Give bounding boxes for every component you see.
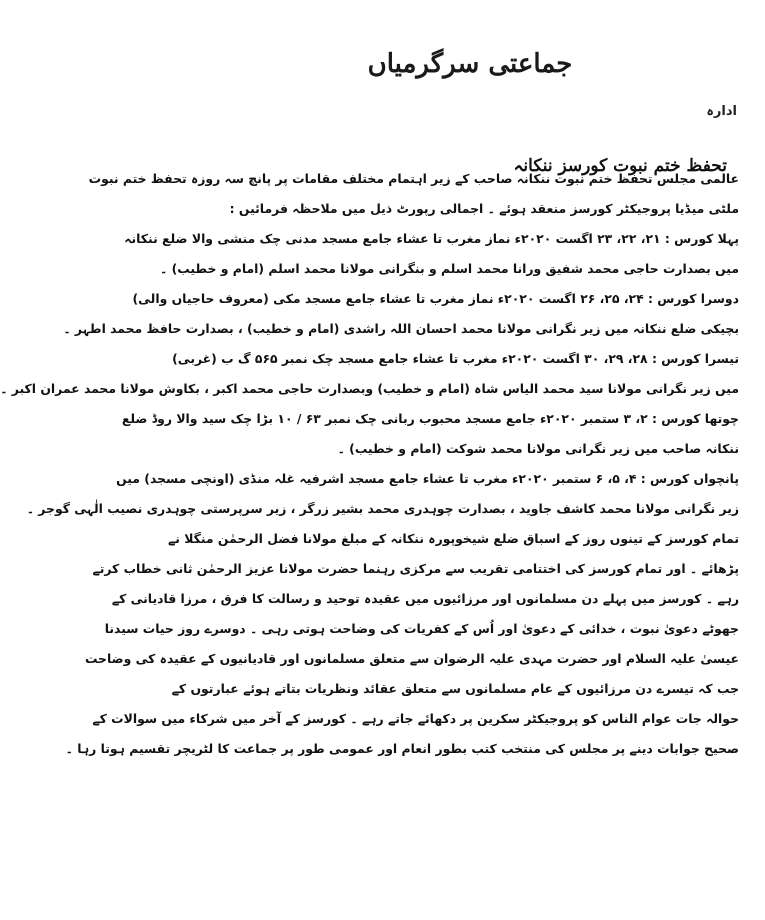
body-line: صحیح جوابات دینے پر مجلس کی منتخب کتب بطور انعام اور عمومی طور پر جماعت کا لٹریچر تقسیم ہوتا رہا ۔ bbox=[65, 741, 739, 756]
body-line: بچیکی ضلع ننکانہ میں زیر نگرانی مولانا محمد احسان اللہ راشدی (امام و خطیب) ، بصدارت حافظ محمد اطہر ۔ bbox=[63, 321, 739, 336]
body-line: ننکانہ صاحب میں زیر نگرانی مولانا محمد شوکت (امام و خطیب) ۔ bbox=[337, 441, 739, 456]
section-heading: تحفظ ختم نبوت کورسز ننکانہ bbox=[513, 156, 727, 177]
body-line: عیسیٰ علیہ السلام اور حضرت مہدی علیہ الرضوان سے متعلق مسلمانوں اور قادیانیوں کے عقیدہ کی وضاحت bbox=[84, 651, 739, 666]
body-line: ملٹی میڈیا پروجیکٹر کورسز منعقد ہوئے ۔ اجمالی رپورٹ ذیل میں ملاحظہ فرمائیں : bbox=[229, 201, 739, 216]
body-line: پانچواں کورس : ۴، ۵، ۶ ستمبر ۲۰۲۰ء مغرب تا عشاء جامع مسجد اشرفیہ غلہ منڈی (اونچی مسجد) میں bbox=[116, 471, 739, 486]
body-line: میں بصدارت حاجی محمد شفیق ورانا محمد اسلم و بنگرانی مولانا محمد اسلم (امام و خطیب) ۔ bbox=[160, 261, 739, 276]
body-line: جب کہ تیسرے دن مرزائیوں کے عام مسلمانوں سے متعلق عقائد ونظریات بتاتے ہوئے عبارتوں کے bbox=[171, 681, 739, 696]
body-line: زیر نگرانی مولانا محمد کاشف جاوید ، بصدارت چوہدری محمد بشیر زرگر ، زیر سرپرستی چوہدری نصیب الٰہی گوجر ۔ bbox=[26, 501, 739, 516]
body-line: جھوٹے دعویٰ نبوت ، خدائی کے دعویٰ اور اُس کے کفریات کی وضاحت ہوتی رہی ۔ دوسرے روز حیات سیدنا bbox=[104, 621, 739, 636]
body-line: دوسرا کورس : ۲۴، ۲۵، ۲۶ اگست ۲۰۲۰ء نماز مغرب تا عشاء جامع مسجد مکی (معروف حاجیاں والی) bbox=[132, 291, 739, 306]
body-line: میں زیر نگرانی مولانا سید محمد الیاس شاہ (امام و خطیب) وبصدارت حاجی محمد اکبر ، بکاوش مولانا محمد عمران اکبر ۔ bbox=[0, 381, 739, 396]
body-line: تیسرا کورس : ۲۸، ۲۹، ۳۰ اگست ۲۰۲۰ء مغرب تا عشاء جامع مسجد چک نمبر ۵۶۵ گ ب (غربی) bbox=[172, 351, 739, 366]
body-line: چوتھا کورس : ۲، ۳ ستمبر ۲۰۲۰ء جامع مسجد محبوب ربانی چک نمبر ۶۳ / ۱۰ بڑا چک سید والا روڈ ضلع bbox=[121, 411, 739, 426]
article-title: جماعتی سرگرمیاں bbox=[367, 49, 573, 80]
body-line: عالمی مجلس تحفظ ختم نبوت ننکانہ صاحب کے زیر اہتمام مختلف مقامات پر پانچ سہ روزہ تحفظ ختم نبوت bbox=[88, 171, 739, 186]
article-author: ادارہ bbox=[706, 104, 737, 119]
body-line: پڑھائے ۔ اور تمام کورسز کی اختتامی تقریب سے مرکزی رہنما حضرت مولانا عزیز الرحمٰن ثانی خطاب کرتے bbox=[92, 561, 739, 576]
body-line: حوالہ جات عوام الناس کو پروجیکٹر سکرین پر دکھائے جاتے رہے ۔ کورسز کے آخر میں شرکاء میں سوالات کے bbox=[92, 711, 739, 726]
article-body bbox=[0, 164, 739, 764]
body-line: تمام کورسز کے تینوں روز کے اسباق ضلع شیخوپورہ ننکانہ کے مبلغ مولانا فضل الرحمٰن منگلا نے bbox=[168, 531, 739, 546]
body-line: پہلا کورس : ۲۱، ۲۲، ۲۳ اگست ۲۰۲۰ء نماز مغرب تا عشاء جامع مسجد مدنی چک منشی والا ضلع ننکانہ bbox=[124, 231, 739, 246]
body-line: رہے ۔ کورسز میں پہلے دن مسلمانوں اور مرزائیوں میں عقیدہ توحید و رسالت کا فرق ، مرزا قادیانی کے bbox=[111, 591, 739, 606]
